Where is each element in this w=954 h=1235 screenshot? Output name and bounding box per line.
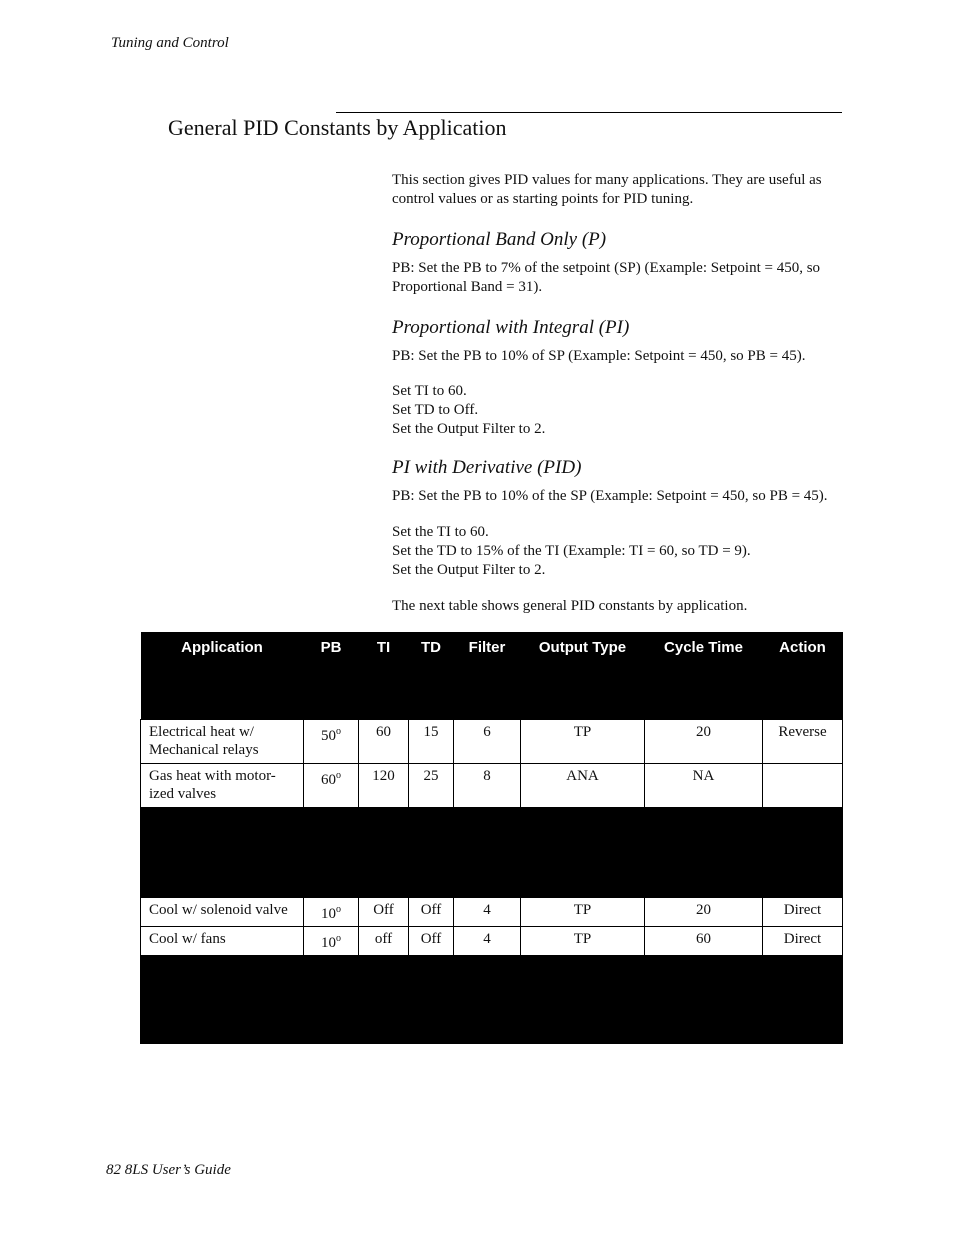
cell-pb: 60$^o$ [304,764,359,808]
degree-mark: o [336,726,341,737]
cell-td: Off [409,927,454,956]
p-only-text: PB: Set the PB to 7% of the setpoint (SP) (Example: Setpoint = 450, so Proportional Band = 31). [392,260,821,295]
running-header: Tuning and Control [111,35,229,51]
cell-output-type: ANA [521,764,645,808]
pi-heading: Proportional with Integral (PI) [392,317,630,338]
table-row [141,898,843,927]
cell-pb: 10$^o$ [304,898,359,927]
cell-pb: 10$^o$ [304,927,359,956]
table-header-row [141,632,843,720]
pid-text: PB: Set the PB to 10% of the SP (Example: Setpoint = 450, so PB = 45). [392,488,828,504]
black-band-row [141,808,843,898]
pid-constants-table [140,632,843,1044]
cell-ti: 60 [359,720,409,764]
col-header-ti: TI [359,632,409,720]
cell-filter: 4 [454,898,521,927]
cell-td: Off [409,898,454,927]
cell-cycle-time: 60 [645,927,763,956]
cell-pb: 50$^o$ [304,720,359,764]
cell-td: 25 [409,764,454,808]
col-header-pb: PB [304,632,359,720]
table-row [141,720,843,764]
pi-text: PB: Set the PB to 10% of SP (Example: Setpoint = 450, so PB = 45). [392,348,806,364]
table-row [141,764,843,808]
cell-application: Electrical heat w/ Mechanical relays [141,720,304,764]
pid-line: Set the Output Filter to 2. [392,562,546,578]
col-header-td: TD [409,632,454,720]
table-row [141,927,843,956]
col-header-filter: Filter [454,632,521,720]
black-band [141,808,843,898]
col-header-output-type: Output Type [521,632,645,720]
body-column [392,171,844,616]
cell-cycle-time: 20 [645,720,763,764]
cell-cycle-time: 20 [645,898,763,927]
pid-line: Set the TD to 15% of the TI (Example: TI = 60, so TD = 9). [392,543,751,559]
cell-cycle-time: NA [645,764,763,808]
intro-paragraph: This section gives PID values for many applications. They are useful as control values or as starting points for PID tuning. [392,172,822,207]
pid-line: Set the TI to 60. [392,524,489,540]
pi-line: Set TD to Off. [392,402,479,418]
title-rule [336,112,842,113]
cell-output-type: TP [521,927,645,956]
black-band-row [141,956,843,1044]
col-header-application: Application [141,632,304,720]
cell-filter: 6 [454,720,521,764]
cell-action: Direct [763,898,843,927]
p-only-heading: Proportional Band Only (P) [392,229,607,250]
pi-line: Set the Output Filter to 2. [392,421,546,437]
running-footer: 82 8LS User’s Guide [106,1162,231,1178]
cell-action: Direct [763,927,843,956]
cell-td: 15 [409,720,454,764]
cell-action [763,764,843,808]
degree-mark: o [336,904,341,915]
pi-line: Set TI to 60. [392,383,467,399]
black-band [141,956,843,1044]
table-intro: The next table shows general PID constants by application. [392,598,748,614]
cell-ti: off [359,927,409,956]
cell-filter: 8 [454,764,521,808]
cell-ti: Off [359,898,409,927]
pid-heading: PI with Derivative (PID) [392,457,582,478]
col-header-action: Action [763,632,843,720]
cell-application: Cool w/ solenoid valve [141,898,304,927]
section-title: General PID Constants by Application [168,115,507,140]
cell-application: Gas heat with motor-ized valves [141,764,304,808]
cell-output-type: TP [521,720,645,764]
degree-mark: o [336,933,341,944]
degree-mark: o [336,770,341,781]
cell-application: Cool w/ fans [141,927,304,956]
cell-output-type: TP [521,898,645,927]
cell-action: Reverse [763,720,843,764]
cell-filter: 4 [454,927,521,956]
col-header-cycle-time: Cycle Time [645,632,763,720]
cell-ti: 120 [359,764,409,808]
